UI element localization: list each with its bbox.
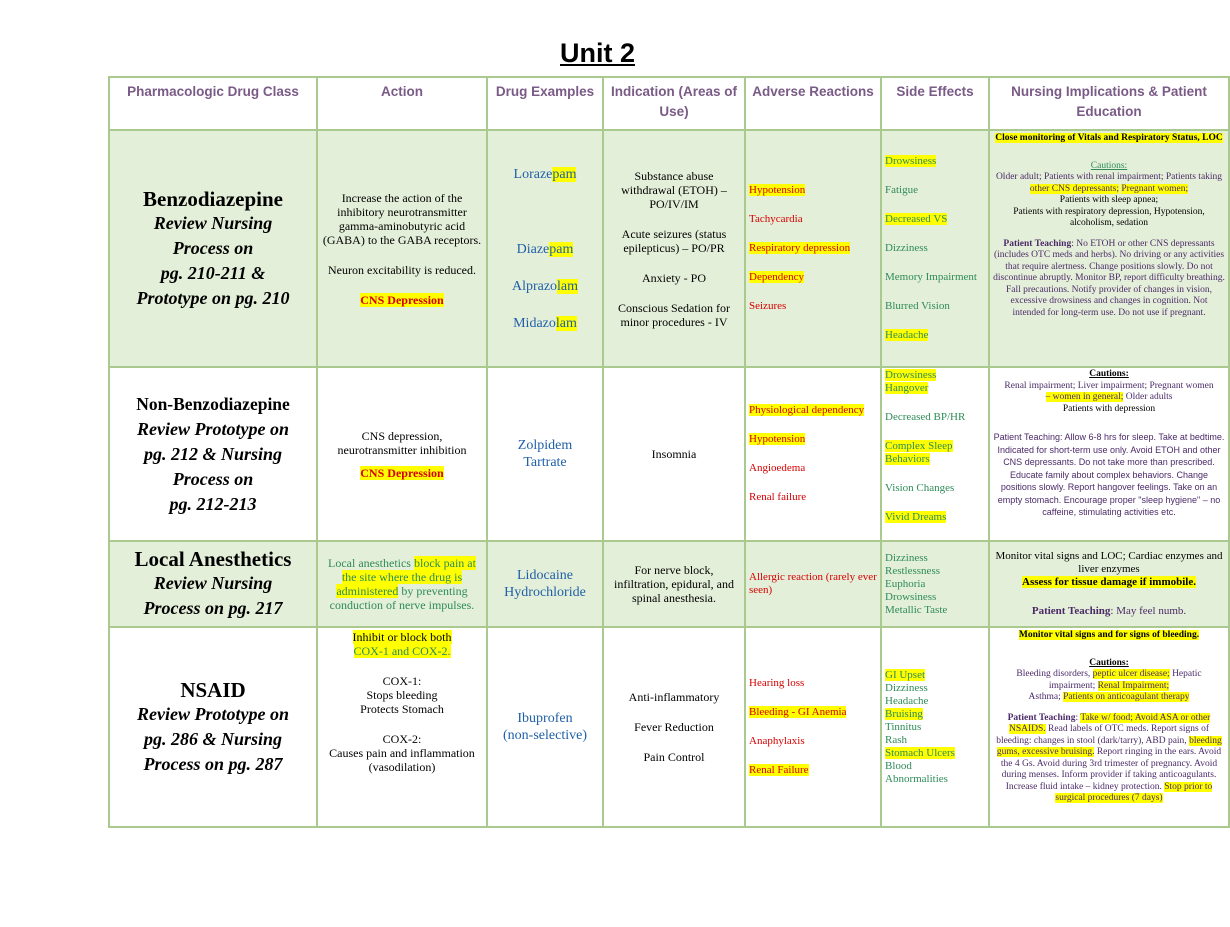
header-cell: Adverse Reactions — [745, 77, 881, 130]
indication-cell: Insomnia — [603, 367, 745, 541]
side-effects-cell: GI Upset Dizziness Headache Bruising Tinnitus Rash Stomach Ulcers Blood Abnormalities — [881, 627, 989, 827]
nursing-cell: Cautions: Renal impairment; Liver impairment; Pregnant women – women in general; Older adults Patients with depression Patient Teaching: Allow 6-8 hrs for sleep. Take at bedtime. Indicated for short-term use only. Avoid ETOH and other CNS depressants. Do not take more than prescribed. Educate family about complex behaviors. Change positions slowly. Report hangover feelings. Take on an empty stomach. Encourage proper "sleep hygiene" – no caffeine, stimulating activities etc. — [989, 367, 1229, 541]
drug-class-cell: NSAID Review Prototype on pg. 286 & Nursing Process on pg. 287 — [109, 627, 317, 827]
drug-examples-cell: Lidocaine Hydrochloride — [487, 541, 603, 627]
header-cell: Nursing Implications & Patient Education — [989, 77, 1229, 130]
table-row — [109, 541, 1229, 627]
page-title: Unit 2 — [559, 38, 635, 68]
side-effects-cell: Dizziness Restlessness Euphoria Drowsiness Metallic Taste — [881, 541, 989, 627]
drug-examples-cell: Lorazepam Diazepam Alprazolam Midazolam — [487, 130, 603, 367]
adverse-reactions-cell: Hearing loss Bleeding - GI Anemia Anaphylaxis Renal Failure — [745, 627, 881, 827]
table-row — [109, 367, 1229, 541]
drug-class-cell: Non-Benzodiazepine Review Prototype on pg. 212 & Nursing Process on pg. 212-213 — [109, 367, 317, 541]
drug-class-name: Non-Benzodiazepine — [136, 393, 290, 414]
header-row — [109, 77, 1229, 130]
table-row — [109, 627, 1229, 827]
nursing-cell: Monitor vital signs and for signs of bleeding. Cautions: Bleeding disorders, peptic ulcer disease; Hepatic impairment; Renal Impairment; Asthma; Patients on anticoagulant therapy Patient Teaching: Take w/ food; Avoid ASA or other NSAIDS. Read labels of OTC meds. Report signs of bleeding: changes in stool (dark/tarry), ABD pain, bleeding gums, excessive bruising. Report ringing in the ears. Avoid the 4 Gs. Avoid during 3rd trimester of pregnancy. Avoid during menses. Inform provider if taking anticoagulants. Increase fluid intake – kidney protection. Stop prior to surgical procedures (7 days) — [989, 627, 1229, 827]
drug-examples-cell: Zolpidem Tartrate — [487, 367, 603, 541]
adverse-reactions-cell: Hypotension Tachycardia Respiratory depression Dependency Seizures — [745, 130, 881, 367]
header-cell: Drug Examples — [487, 77, 603, 130]
nursing-cell: Monitor vital signs and LOC; Cardiac enzymes and liver enzymes Assess for tissue damage if immobile. Patient Teaching: May feel numb. — [989, 541, 1229, 627]
action-cell: CNS depression, neurotransmitter inhibition CNS Depression — [317, 367, 487, 541]
table-row — [109, 130, 1229, 367]
action-cell: Local anesthetics block pain at the site where the drug is administered by preventing conduction of nerve impulses. — [317, 541, 487, 627]
header-cell: Action — [317, 77, 487, 130]
drug-table — [108, 76, 1230, 828]
drug-class-name: Local Anesthetics — [134, 547, 292, 571]
header-cell: Pharmacologic Drug Class — [109, 77, 317, 130]
action-cell: Inhibit or block both COX-1 and COX-2. COX-1: Stops bleeding Protects Stomach COX-2: Causes pain and inflammation (vasodilation) — [317, 627, 487, 827]
side-effects-cell: Drowsiness Fatigue Decreased VS Dizziness Memory Impairment Blurred Vision Headache — [881, 130, 989, 367]
nursing-cell: Close monitoring of Vitals and Respiratory Status, LOC Cautions: Older adult; Patients with renal impairment; Patients taking other CNS depressants; Pregnant women; Patients with sleep apnea; Patients with respiratory depression, Hypotension, alcoholism, sedation Patient Teaching: No ETOH or other CNS depressants (includes OTC meds and herbs). No driving or any activities that require alertness. Change positions slowly. Do not discontinue abruptly. Monitor BP, report difficulty breathing. Fall precautions. Notify provider of changes in vision, excessive drowsiness and changes in cognition. Not intended for long-term use. Do not use if pregnant. — [989, 130, 1229, 367]
action-cell: Increase the action of the inhibitory neurotransmitter gamma-aminobutyric acid (GABA) to the GABA receptors. Neuron excitability is reduced. CNS Depression — [317, 130, 487, 367]
drug-class-cell: Benzodiazepine Review Nursing Process on pg. 210-211 & Prototype on pg. 210 — [109, 130, 317, 367]
header-cell: Side Effects — [881, 77, 989, 130]
drug-class-cell: Local Anesthetics Review Nursing Process on pg. 217 — [109, 541, 317, 627]
side-effects-cell: Drowsiness Hangover Decreased BP/HR Complex Sleep Behaviors Vision Changes Vivid Dreams — [881, 367, 989, 541]
header-cell: Indication (Areas of Use) — [603, 77, 745, 130]
drug-class-name: Benzodiazepine — [143, 186, 283, 211]
indication-cell: Anti-inflammatory Fever Reduction Pain Control — [603, 627, 745, 827]
indication-cell: For nerve block, infiltration, epidural, and spinal anesthesia. — [603, 541, 745, 627]
indication-cell: Substance abuse withdrawal (ETOH) – PO/IV/IM Acute seizures (status epilepticus) – PO/PR Anxiety - PO Conscious Sedation for minor procedures - IV — [603, 130, 745, 367]
drug-examples-cell: Ibuprofen (non-selective) — [487, 627, 603, 827]
adverse-reactions-cell: Allergic reaction (rarely ever seen) — [745, 541, 881, 627]
drug-class-name: NSAID — [180, 677, 246, 702]
adverse-reactions-cell: Physiological dependency Hypotension Angioedema Renal failure — [745, 367, 881, 541]
